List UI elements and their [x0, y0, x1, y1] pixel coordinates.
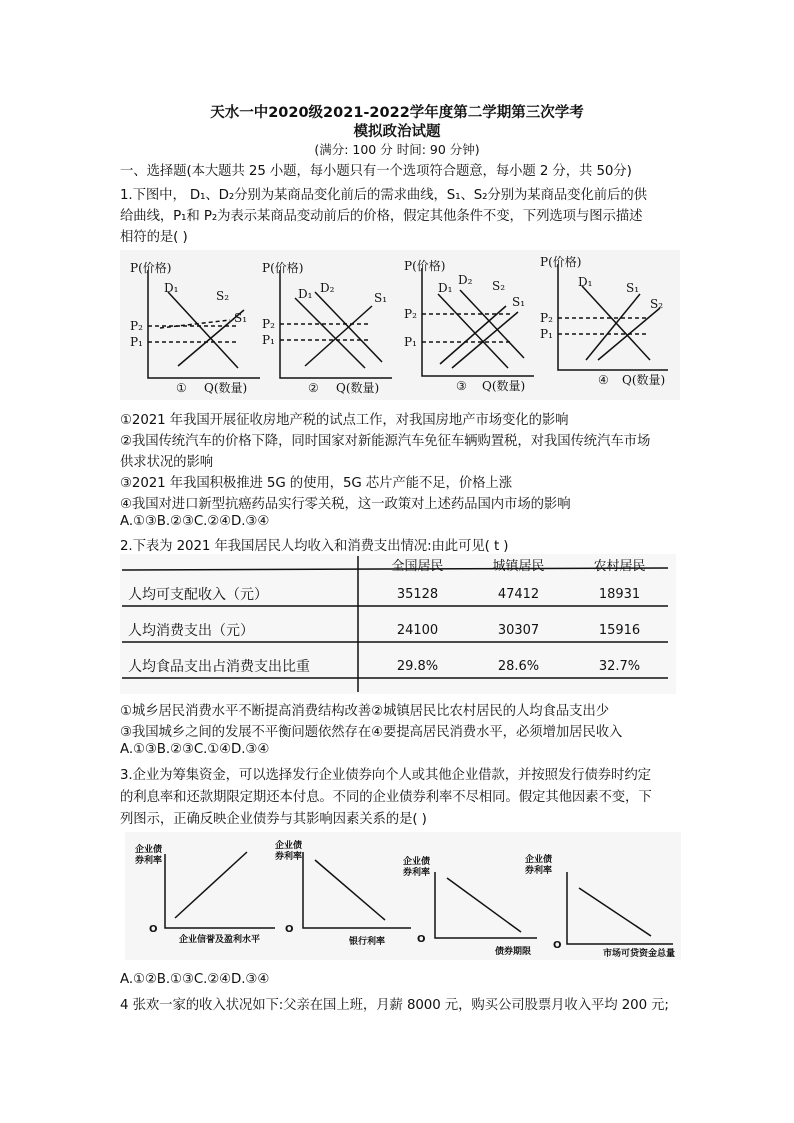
graph2-p1-label: P₁ [262, 333, 275, 347]
graph3-s1-label: S₁ [512, 295, 526, 309]
graph2-y-label: P(价格) [262, 261, 304, 275]
q3-stem-line: 的利息率和还款期限定期还本付息。不同的企业债券利率不尽相同。假定其他因素不变，下 [120, 790, 652, 805]
table-cell: 28.6% [497, 658, 540, 674]
table-cell: 15916 [598, 622, 641, 638]
q2-stem: 2.下表为 2021 年我国居民人均收入和消费支出情况:由此可见( t ) [120, 539, 509, 554]
graph4-origin: O [553, 940, 562, 951]
graph3-y-top: 企业债 [403, 857, 431, 867]
graph2-x-label: 银行利率 [349, 937, 386, 947]
table-row [122, 612, 670, 648]
q3-graphs-figure [125, 832, 681, 960]
graph1-d1-label: D₁ [164, 281, 179, 295]
table-cell: 35128 [396, 586, 439, 602]
graph1-s1-label: S₁ [234, 311, 248, 325]
section-heading: 一、选择题(本大题共 25 小题，每小题只有一个选项符合题意，每小题 2 分，共 50分) [120, 164, 632, 179]
graph3-origin: O [417, 934, 426, 945]
graph4-p2-label: P₂ [540, 311, 553, 325]
q1-stem-line: 相符的是( ) [120, 230, 188, 245]
graph1-origin: O [149, 924, 158, 935]
graph3-d1-label: D₁ [438, 281, 453, 295]
graph4-number: ④ [598, 373, 609, 387]
q1-stem-line: 给曲线，P₁和 P₂为表示某商品变动前后的价格，假定其他条件不变，下列选项与图示描述 [120, 209, 643, 224]
table-row [122, 576, 670, 612]
graph4-s2-label: S₂ [650, 297, 664, 311]
graph1-x-label: 企业信誉及盈利水平 [179, 935, 261, 945]
graph4-p1-label: P₁ [540, 327, 553, 341]
graph2-p2-label: P₂ [262, 317, 275, 331]
graph1-x-label: Q(数量) [204, 381, 248, 395]
q1-stem-line: 1.下图中， D₁、D₂分别为某商品变化前后的需求曲线，S₁、S₂分别为某商品变化前后的供 [120, 188, 647, 203]
q1-option-line: ①2021 年我国开展征收房地产税的试点工作，对我国房地产市场变化的影响 [120, 413, 569, 428]
table-cell: 32.7% [598, 658, 641, 674]
graph2-x-label: Q(数量) [336, 381, 380, 395]
graph4-y-bottom: 券利率 [525, 866, 553, 876]
q1-graphs-svg [120, 250, 680, 400]
q3-stem-line: 列图示，正确反映企业债券与其影响因素关系的是( ) [120, 812, 427, 827]
graph3-y-label: P(价格) [404, 259, 446, 273]
table-cell: 29.8% [396, 658, 439, 674]
graph1-p2-label: P₂ [130, 319, 143, 333]
exam-meta: (满分: 100 分 时间: 90 分钟) [314, 142, 480, 157]
table-cell: 30307 [497, 622, 540, 638]
table-cell: 47412 [497, 586, 540, 602]
table-header-row [122, 554, 670, 576]
column-header: 城镇居民 [492, 559, 545, 574]
graph3-x-label: 债券期限 [495, 947, 532, 957]
table-cell: 24100 [396, 622, 439, 638]
q3-stem-line: 3.企业为筹集资金，可以选择发行企业债券向个人或其他企业借款，并按照发行债券时约定 [120, 768, 651, 783]
row-label: 人均消费支出（元） [128, 623, 254, 639]
table-row [122, 648, 670, 684]
table-cell: 18931 [598, 586, 641, 602]
q1-graphs-figure [120, 250, 680, 400]
graph1-number: ① [176, 381, 187, 395]
graph2-y-top: 企业债 [275, 841, 303, 851]
graph3-s2-label: S₂ [492, 279, 506, 293]
graph2-s1-label: S₁ [374, 291, 388, 305]
q2-option-line: ③我国城乡之间的发展不平衡问题依然存在④要提高居民消费水平，必须增加居民收入 [120, 725, 623, 740]
graph3-number: ③ [456, 379, 467, 393]
q1-option-line: 供求状况的影响 [120, 455, 214, 470]
graph1-s2-label: S₂ [216, 289, 230, 303]
graph1-y-top: 企业债 [135, 845, 163, 855]
q3-choices: A.①②B.①③C.②④D.③④ [120, 972, 270, 987]
graph4-y-top: 企业债 [525, 855, 553, 865]
graph2-origin: O [285, 924, 294, 935]
graph4-s1-label: S₁ [626, 281, 640, 295]
q2-choices: A.①③B.②③C.①④D.③④ [120, 742, 270, 757]
graph4-x-label: Q(数量) [622, 373, 666, 387]
graph4-d1-label: D₁ [578, 275, 593, 289]
q1-option-line: ③2021 年我国积极推进 5G 的使用，5G 芯片产能不足，价格上涨 [120, 476, 512, 491]
graph2-d2-label: D₂ [320, 281, 335, 295]
graph2-number: ② [308, 381, 319, 395]
row-label: 人均可支配收入（元） [128, 587, 268, 603]
graph3-p1-label: P₁ [404, 335, 417, 349]
q1-choices: A.①③B.②③C.②④D.③④ [120, 514, 270, 529]
exam-title: 天水一中2020级2021-2022学年度第二学期第三次学考 [210, 105, 584, 121]
column-header: 农村居民 [593, 559, 646, 574]
column-header: 全国居民 [391, 559, 444, 574]
graph3-y-bottom: 券利率 [403, 868, 431, 878]
q1-option-line: ④我国对进口新型抗癌药品实行零关税，这一政策对上述药品国内市场的影响 [120, 497, 571, 512]
graph2-y-bottom: 券利率 [275, 852, 303, 862]
row-label: 人均食品支出占消费支出比重 [128, 659, 310, 675]
graph3-p2-label: P₂ [404, 307, 417, 321]
graph1-y-bottom: 券利率 [135, 856, 163, 866]
income-table [122, 554, 670, 684]
graph4-x-label: 市场可贷资金总量 [603, 949, 676, 959]
graph1-p1-label: P₁ [130, 335, 143, 349]
exam-subtitle: 模拟政治试题 [353, 124, 441, 140]
q3-graphs-svg [125, 832, 681, 960]
graph3-d2-label: D₂ [458, 273, 473, 287]
graph4-y-label: P(价格) [540, 255, 582, 269]
graph3-x-label: Q(数量) [482, 379, 526, 393]
q2-option-line: ①城乡居民消费水平不断提高消费结构改善②城镇居民比农村居民的人均食品支出少 [120, 704, 609, 719]
q1-option-line: ②我国传统汽车的价格下降，同时国家对新能源汽车免征车辆购置税，对我国传统汽车市场 [120, 434, 651, 449]
graph2-d1-label: D₁ [298, 287, 313, 301]
q2-table-photo [120, 554, 676, 694]
q4-stem: 4 张欢一家的收入状况如下:父亲在国上班，月薪 8000 元，购买公司股票月收入平均 200 元; [120, 998, 669, 1013]
graph1-y-label: P(价格) [130, 261, 172, 275]
